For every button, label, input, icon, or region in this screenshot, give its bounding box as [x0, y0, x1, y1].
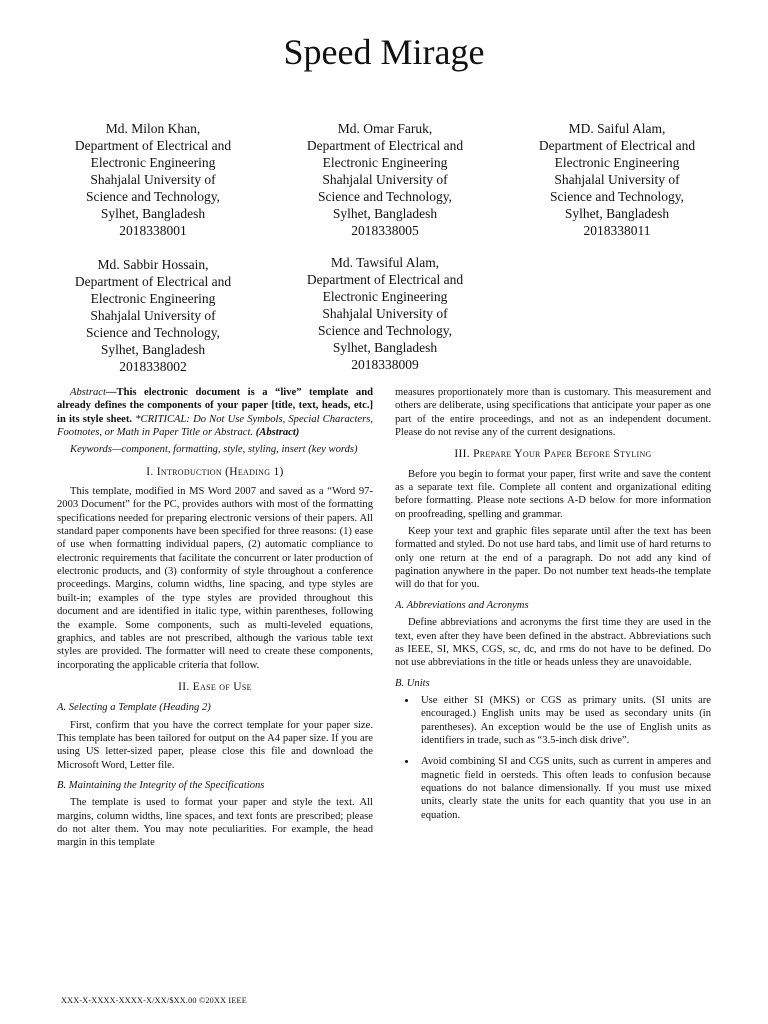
- abstract-critical-note: *CRITICAL: Do Not Use Symbols, Special Characters, Footnotes, or Math in Paper Title or Abstract.: [57, 413, 374, 439]
- author-dept: Department of Electrical and: [74, 138, 232, 153]
- author-city: Sylhet, Bangladesh: [332, 340, 438, 355]
- left-column: [57, 386, 373, 854]
- right-column: [395, 386, 711, 830]
- abstract-dash: —: [105, 387, 117, 398]
- author-university: Shahjalal University of: [90, 308, 216, 323]
- author-id: 2018338005: [351, 223, 419, 238]
- author-id: 2018338011: [583, 223, 651, 238]
- author-city: Sylhet, Bangladesh: [100, 342, 206, 357]
- abstract-bold-text: This electronic document is a “live” template and already defines the components of your paper [title, text, heads, etc.] in its style sheet.: [57, 387, 373, 425]
- author-name: Md. Omar Faruk,: [337, 121, 433, 136]
- subsection-heading-integrity: B. Maintaining the Integrity of the Specifications: [57, 779, 265, 791]
- list-item: • Avoid combining SI and CGS units, such as current in amperes and magnetic field in oersteds. This often leads to confusion because equations do not balance dimensionally. If you must use mixed units, clearly state the units for each quantity that you use in an equation.: [417, 755, 711, 822]
- author-dept: Electronic Engineering: [322, 155, 448, 170]
- author-dept: Department of Electrical and: [74, 274, 232, 289]
- author-university: Science and Technology,: [85, 189, 220, 204]
- author-id: 2018338009: [351, 357, 419, 372]
- author-university: Shahjalal University of: [322, 172, 448, 187]
- abstract-tag: (Abstract): [253, 427, 300, 439]
- intro-paragraph: This template, modified in MS Word 2007 and saved as a “Word 97-2003 Document” for the PC, provides authors with most of the formatting specifications needed for preparing electronic versions of their papers. All standard paper components have been specified for three reasons: (1) ease of use when formatting individual papers, (2) automatic compliance to electronic requirements that facilitate the concurrent or later production of electronic products, and (3) conformity of style throughout a conference proceedings. Margins, column widths, line spacing, and type styles are built-in; examples of the type styles are provided throughout this document and are identified in italic type, within parentheses, following the example. Some components, such as multi-leveled equations, graphics, and tables are not prescribed, although the various table text styles are provided. The formatter will need to create these components, incorporating the applicable criteria that follow.: [57, 486, 373, 671]
- author-dept: Electronic Engineering: [322, 289, 448, 304]
- author-dept: Department of Electrical and: [306, 138, 464, 153]
- prepare-paragraph-2: Keep your text and graphic files separate until after the text has been formatted and styled. Do not use hard tabs, and limit use of hard returns to only one return at the end of a paragraph. Do not add any kind of pagination anywhere in the paper. Do not number text heads-the template will do that for you.: [395, 526, 711, 591]
- units-list: [395, 694, 711, 822]
- subsection-heading-selecting-template: A. Selecting a Template (Heading 2): [57, 702, 211, 714]
- author-name: MD. Saiful Alam,: [568, 121, 666, 136]
- author-dept: Electronic Engineering: [90, 155, 216, 170]
- abstract-label: Abstract: [70, 387, 106, 398]
- author-block: [270, 120, 500, 239]
- section-heading-ease-of-use: II. Ease of Use: [178, 680, 252, 693]
- author-university: Science and Technology,: [317, 323, 452, 338]
- author-university: Science and Technology,: [317, 189, 452, 204]
- keywords: Keywords—component, formatting, style, styling, insert (key words): [70, 444, 358, 456]
- author-block: [502, 120, 732, 239]
- subsection-heading-units: B. Units: [395, 677, 430, 689]
- abstract: [57, 386, 373, 439]
- template-paragraph: First, confirm that you have the correct template for your paper size. This template has been tailored for output on the A4 paper size. If you are using US letter-sized paper, please close this file and download the Microsoft Word, Letter file.: [57, 719, 373, 771]
- author-name: Md. Milon Khan,: [105, 121, 201, 136]
- section-heading-prepare: III. Prepare Your Paper Before Styling: [454, 448, 652, 461]
- copyright-footer: XXX-X-XXXX-XXXX-X/XX/$XX.00 ©20XX IEEE: [61, 996, 247, 1005]
- author-university: Shahjalal University of: [322, 306, 448, 321]
- subsection-heading-abbreviations: A. Abbreviations and Acronyms: [395, 599, 529, 611]
- author-dept: Electronic Engineering: [90, 291, 216, 306]
- author-dept: Electronic Engineering: [554, 155, 680, 170]
- abbreviations-paragraph: Define abbreviations and acronyms the first time they are used in the text, even after they have been defined in the abstract. Abbreviations such as IEEE, SI, MKS, CGS, sc, dc, and rms do not have to be defined. Do not use abbreviations in the title or heads unless they are unavoidable.: [395, 617, 711, 669]
- author-block: [270, 254, 500, 373]
- author-university: Shahjalal University of: [554, 172, 680, 187]
- author-dept: Department of Electrical and: [306, 272, 464, 287]
- author-city: Sylhet, Bangladesh: [564, 206, 670, 221]
- section-heading-introduction: I. Introduction (Heading 1): [146, 465, 284, 478]
- author-dept: Department of Electrical and: [538, 138, 696, 153]
- author-id: 2018338001: [119, 223, 187, 238]
- author-university: Shahjalal University of: [90, 172, 216, 187]
- author-city: Sylhet, Bangladesh: [100, 206, 206, 221]
- integrity-paragraph-continued: measures proportionately more than is customary. This measurement and others are deliberate, using specifications that anticipate your paper as one part of the entire proceedings, and not as an independent document. Please do not revise any of the current designations.: [395, 387, 711, 439]
- author-university: Science and Technology,: [85, 325, 220, 340]
- author-city: Sylhet, Bangladesh: [332, 206, 438, 221]
- author-name: Md. Sabbir Hossain,: [97, 257, 209, 272]
- author-block: [38, 256, 268, 375]
- list-item: • Use either SI (MKS) or CGS as primary units. (SI units are encouraged.) English units may be used as secondary units (in parentheses). An exception would be the use of English units as identifiers in trade, such as “3.5-inch disk drive”.: [417, 694, 711, 747]
- author-name: Md. Tawsiful Alam,: [330, 255, 440, 270]
- author-block: [38, 120, 268, 239]
- author-university: Science and Technology,: [549, 189, 684, 204]
- integrity-paragraph: The template is used to format your paper and style the text. All margins, column widths, line spaces, and text fonts are prescribed; please do not alter them. You may note peculiarities. For example, the head margin in this template: [57, 797, 373, 849]
- author-id: 2018338002: [119, 359, 187, 374]
- prepare-paragraph-1: Before you begin to format your paper, first write and save the content as a separate text file. Complete all content and organizational editing before formatting. Please note sections A-D below for more information on proofreading, spelling and grammar.: [395, 468, 711, 520]
- paper-title: Speed Mirage: [283, 32, 485, 72]
